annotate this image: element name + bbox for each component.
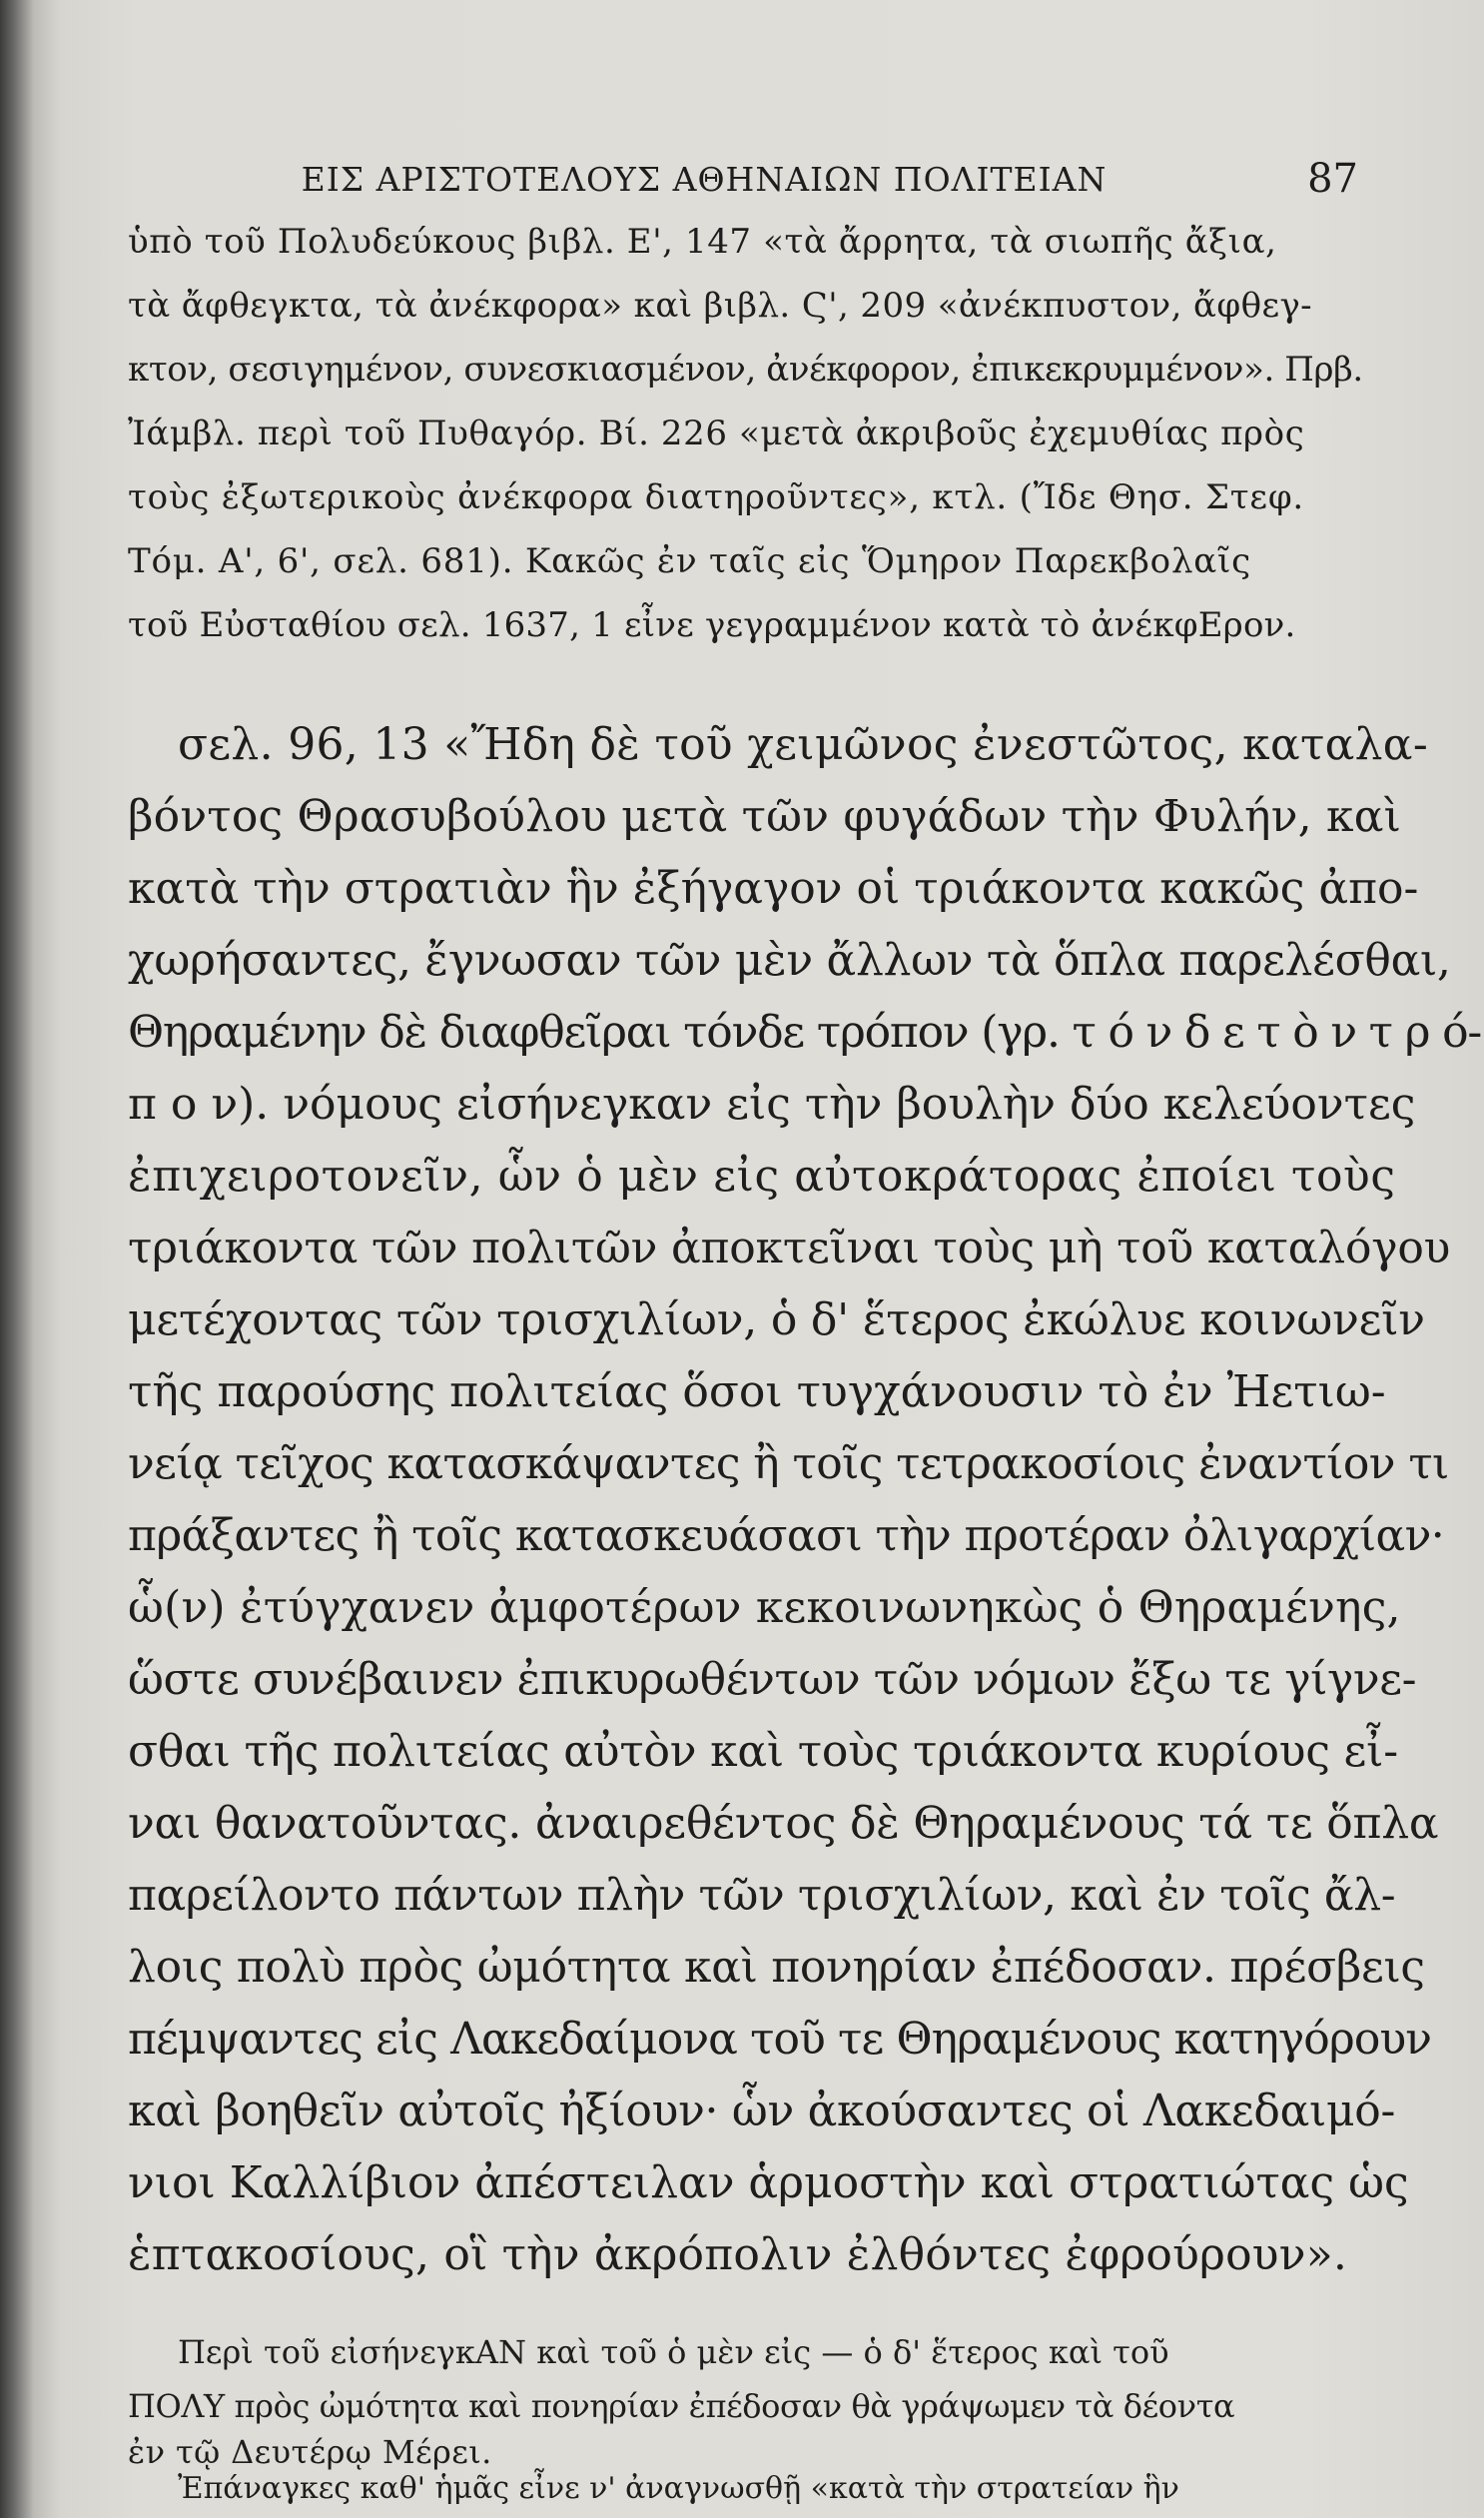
- top-note-line: ὑπὸ τοῦ Πολυδεύκους βιβλ. Ε', 147 «τὰ ἄρρητα, τὰ σιωπῆς ἄξια,: [128, 222, 1277, 262]
- page-number: 87: [1307, 156, 1358, 202]
- running-header: [180, 156, 1358, 220]
- bottom-note-line: ΠΟΛΥ πρὸς ὠμότητα καὶ πονηρίαν ἐπέδοσαν θὰ γράψωμεν τὰ δέοντα: [128, 2387, 1235, 2425]
- main-text-line: μετέχοντας τῶν τρισχιλίων, ὁ δ' ἕτερος ἐκώλυε κοινωνεῖν: [128, 1294, 1425, 1345]
- main-text-line: ναι θανατοῦντας. ἀναιρεθέντος δὲ Θηραμένους τά τε ὅπλα: [128, 1798, 1439, 1849]
- bottom-note-line: ἐν τῷ Δευτέρῳ Μέρει.: [128, 2433, 492, 2471]
- main-text-line: τριάκοντα τῶν πολιτῶν ἀποκτεῖναι τοὺς μὴ τοῦ καταλόγου: [128, 1223, 1451, 1273]
- top-note-line: Τόμ. Α', 6', σελ. 681). Κακῶς ἐν ταῖς εἰς Ὅμηρον Παρεκβολαῖς: [128, 541, 1252, 581]
- main-text-line: πράξαντες ἢ τοῖς κατασκευάσασι τὴν προτέραν ὀλιγαρχίαν·: [128, 1510, 1445, 1561]
- main-text-line: λοις πολὺ πρὸς ὠμότητα καὶ πονηρίαν ἐπέδοσαν. πρέσβεις: [128, 1942, 1425, 1993]
- main-text-line: π ο ν). νόμους εἰσήνεγκαν εἰς τὴν βουλὴν δύο κελεύοντες: [128, 1079, 1416, 1130]
- main-text-line: καὶ βοηθεῖν αὐτοῖς ἠξίουν· ὧν ἀκούσαντες οἱ Λακεδαιμό-: [128, 2086, 1396, 2136]
- main-text-line: νείᾳ τεῖχος κατασκάψαντες ἢ τοῖς τετρακοσίοις ἐναντίον τι: [128, 1438, 1449, 1489]
- top-note-line: τὰ ἄφθεγκτα, τὰ ἀνέκφορα» καὶ βιβλ. Ϛ', 209 «ἀνέκπυστον, ἄφθεγ-: [128, 286, 1313, 326]
- main-text-line: ὥστε συνέβαινεν ἐπικυρωθέντων τῶν νόμων ἔξω τε γίγνε-: [128, 1654, 1417, 1705]
- top-note-line: Ἰάμβλ. περὶ τοῦ Πυθαγόρ. Βί. 226 «μετὰ ἀκριβοῦς ἐχεμυθίας πρὸς: [128, 414, 1305, 453]
- main-text-line: ὧ(ν) ἐτύγχανεν ἀμφοτέρων κεκοινωνηκὼς ὁ Θηραμένης,: [128, 1582, 1401, 1633]
- main-text-line: ἑπτακοσίους, οἳ τὴν ἀκρόπολιν ἐλθόντες ἐφρούρουν».: [128, 2229, 1348, 2280]
- header-title: ΕΙΣ ΑΡΙΣΤΟΤΕΛΟΥΣ ΑΘΗΝΑΙΩΝ ΠΟΛΙΤΕΙΑΝ: [301, 160, 1108, 199]
- main-text-line: νιοι Καλλίβιον ἀπέστειλαν ἁρμοστὴν καὶ στρατιώτας ὡς: [128, 2157, 1409, 2208]
- top-note-line: κτον, σεσιγημένον, συνεσκιασμένον, ἀνέκφορον, ἐπικεκρυμμένον». Πρβ.: [128, 350, 1363, 390]
- top-note-line: τοῦ Εὐσταθίου σελ. 1637, 1 εἶνε γεγραμμένον κατὰ τὸ ἀνέκφΕρον.: [128, 605, 1296, 645]
- bottom-note-line: Περὶ τοῦ εἰσήνεγκΑΝ καὶ τοῦ ὁ μὲν εἰς — ὁ δ' ἕτερος καὶ τοῦ: [178, 2333, 1169, 2371]
- main-text-line: σελ. 96, 13 «Ἤδη δὲ τοῦ χειμῶνος ἐνεστῶτος, καταλα-: [178, 719, 1428, 770]
- main-text-line: ἐπιχειροτονεῖν, ὧν ὁ μὲν εἰς αὐτοκράτορας ἐποίει τοὺς: [128, 1151, 1396, 1202]
- main-text-line: βόντος Θρασυβούλου μετὰ τῶν φυγάδων τὴν Φυλήν, καὶ: [128, 791, 1402, 842]
- main-text-line: χωρήσαντες, ἔγνωσαν τῶν μὲν ἄλλων τὰ ὅπλα παρελέσθαι,: [128, 935, 1451, 986]
- main-text-line: Θηραμένην δὲ διαφθεῖραι τόνδε τρόπον (γρ. τ ό ν δ ε τ ὸ ν τ ρ ό-: [128, 1007, 1482, 1058]
- main-text-line: παρείλοντο πάντων πλὴν τῶν τρισχιλίων, καὶ ἐν τοῖς ἄλ-: [128, 1870, 1396, 1921]
- main-text-line: κατὰ τὴν στρατιὰν ἣν ἐξήγαγον οἱ τριάκοντα κακῶς ἀπο-: [128, 863, 1419, 914]
- top-note-line: τοὺς ἐξωτερικοὺς ἀνέκφορα διατηροῦντες», κτλ. (Ἴδε Θησ. Στεφ.: [128, 477, 1305, 517]
- main-text-line: τῆς παρούσης πολιτείας ὅσοι τυγχάνουσιν τὸ ἐν Ἠετιω-: [128, 1366, 1386, 1417]
- main-text-line: πέμψαντες εἰς Λακεδαίμονα τοῦ τε Θηραμένους κατηγόρουν: [128, 2014, 1432, 2065]
- bottom-note-line: Ἐπάναγκες καθ' ἡμᾶς εἶνε ν' ἀναγνωσθῇ «κατὰ τὴν στρατείαν ἣν: [178, 2471, 1179, 2506]
- main-text-line: σθαι τῆς πολιτείας αὐτὸν καὶ τοὺς τριάκοντα κυρίους εἶ-: [128, 1726, 1398, 1777]
